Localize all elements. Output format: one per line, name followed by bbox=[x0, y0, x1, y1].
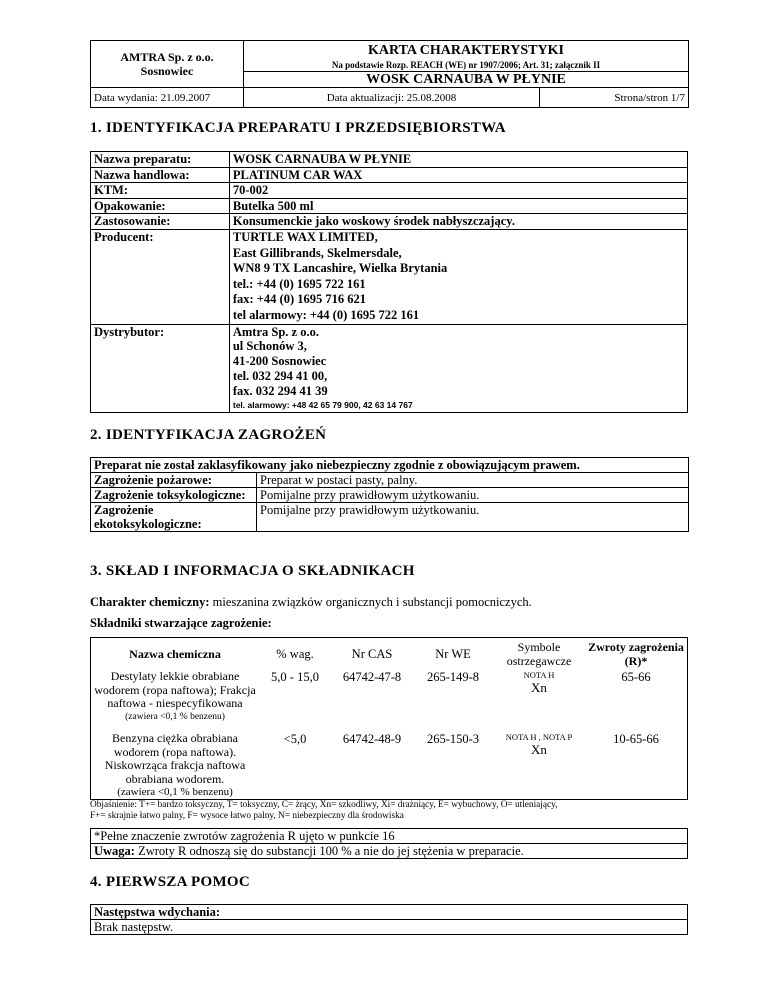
section-2-title: 2. IDENTYFIKACJA ZAGROŻEŃ bbox=[90, 427, 327, 443]
row-label: Zastosowanie: bbox=[91, 214, 230, 230]
section-1-title: 1. IDENTYFIKACJA PREPARATU I PRZEDSIĘBIORSTWA bbox=[90, 120, 506, 136]
r-phrases: 65-66 bbox=[621, 670, 651, 684]
section-1-table bbox=[90, 151, 688, 413]
weight-percent: <5,0 bbox=[283, 732, 307, 746]
table-row bbox=[91, 670, 687, 732]
section-4-table bbox=[90, 904, 688, 935]
col-header: Symbole ostrzegawcze bbox=[506, 640, 572, 668]
distributor-line: 41-200 Sosnowiec bbox=[232, 354, 327, 369]
r-phrases-note: *Pełne znaczenie zwrotów zagrożenia R ujęto w punkcie 16 bbox=[91, 829, 688, 844]
distributor-label: Dystrybutor: bbox=[91, 324, 230, 412]
cas-number: 64742-48-9 bbox=[342, 732, 402, 746]
warning-note bbox=[91, 844, 688, 859]
packaging-value: Butelka 500 ml bbox=[229, 198, 687, 214]
nota-text: NOTA H bbox=[523, 670, 555, 680]
producer-line: fax: +44 (0) 1695 716 621 bbox=[232, 292, 367, 307]
doc-title-cell bbox=[244, 41, 689, 88]
chemical-character-value: mieszanina związków organicznych i substancji pomocniczych. bbox=[209, 595, 532, 609]
distributor-alarm: tel. alarmowy: +48 42 65 79 900, 42 63 14 767 bbox=[232, 399, 413, 410]
row-label: Nazwa handlowa: bbox=[91, 167, 230, 183]
fire-hazard-label: Zagrożenie pożarowe: bbox=[91, 473, 257, 488]
weight-percent: 5,0 - 15,0 bbox=[271, 670, 319, 684]
notes-table bbox=[90, 828, 688, 859]
company-city: Sosnowiec bbox=[140, 64, 194, 78]
col-header: Nr WE bbox=[435, 646, 471, 661]
components-label: Składniki stwarzające zagrożenie: bbox=[90, 616, 272, 630]
col-header: Zwroty zagrożenia (R)* bbox=[588, 640, 684, 668]
we-number: 265-150-3 bbox=[426, 732, 480, 746]
section-4-title: 4. PIERWSZA POMOC bbox=[90, 874, 250, 890]
page-number: Strona/stron 1/7 bbox=[540, 88, 689, 108]
company-cell bbox=[91, 41, 244, 88]
col-header: Nazwa chemiczna bbox=[129, 646, 221, 661]
col-header: Nr CAS bbox=[351, 646, 393, 661]
distributor-line: Amtra Sp. z o.o. bbox=[232, 324, 319, 339]
table-row bbox=[91, 732, 687, 800]
distributor-line: tel. 032 294 41 00, bbox=[232, 368, 328, 383]
chemical-character-label: Charakter chemiczny: bbox=[90, 595, 210, 609]
we-number: 265-149-8 bbox=[426, 670, 480, 684]
row-label: Opakowanie: bbox=[91, 198, 230, 214]
components-table bbox=[90, 637, 688, 800]
product-title: WOSK CARNAUBA W PŁYNIE bbox=[366, 72, 566, 87]
tox-hazard-label: Zagrożenie toksykologiczne: bbox=[91, 488, 257, 503]
row-label: Nazwa preparatu: bbox=[91, 152, 230, 168]
section-2-table bbox=[90, 457, 689, 532]
tox-hazard-value: Pomijalne przy prawidłowym użytkowaniu. bbox=[257, 488, 689, 503]
section-3-title: 3. SKŁAD I INFORMACJA O SKŁADNIKACH bbox=[90, 563, 415, 579]
cas-number: 64742-47-8 bbox=[342, 670, 402, 684]
distributor-value bbox=[229, 324, 687, 412]
benzene-note: (zawiera <0,1 % benzenu) bbox=[117, 786, 233, 798]
legal-basis: Na podstawie Rozp. REACH (WE) nr 1907/2006; Art. 31; załącznik II bbox=[331, 60, 601, 70]
classification-statement: Preparat nie został zaklasyfikowany jako niebezpieczny zgodnie z obowiązującym prawem. bbox=[91, 458, 689, 473]
chemical-name: Destylaty lekkie obrabiane wodorem (ropa naftowa); Frakcja naftowa - niespecyfikowana bbox=[94, 669, 256, 710]
issue-date: Data wydania: 21.09.2007 bbox=[91, 88, 244, 108]
producer-line: East Gillibrands, Skelmersdale, bbox=[232, 245, 402, 260]
chemical-character bbox=[90, 595, 532, 610]
ecotox-hazard-label: Zagrożenie ekotoksykologiczne: bbox=[91, 503, 257, 532]
benzene-note: (zawiera <0,1 % benzenu) bbox=[125, 711, 225, 722]
inhalation-label: Następstwa wdychania: bbox=[91, 905, 688, 920]
doc-title: KARTA CHARAKTERYSTYKI bbox=[368, 43, 564, 58]
trade-name-value: PLATINUM CAR WAX bbox=[229, 167, 687, 183]
warning-text: Zwroty R odnoszą się do substancji 100 % a nie do jej stężenia w preparacie. bbox=[134, 844, 524, 858]
warning-label: Uwaga: bbox=[94, 844, 135, 858]
col-header: % wag. bbox=[276, 646, 314, 661]
producer-line: TURTLE WAX LIMITED, bbox=[232, 229, 378, 244]
hazard-symbol: Xn bbox=[531, 742, 547, 757]
legend-line: F+= skrajnie łatwo palny, F= wysoce łatwo palny, N= niebezpieczny dla środowiska bbox=[90, 811, 404, 821]
producer-value bbox=[229, 229, 687, 324]
producer-line: tel alarmowy: +44 (0) 1695 722 161 bbox=[232, 307, 420, 322]
legend-line: Objaśnienie: T+= bardzo toksyczny, T= toksyczny, C= żrący, Xn= szkodliwy, Xi= drażniący, E= wybuchowy, O= utleniający, bbox=[90, 800, 558, 810]
distributor-line: ul Schonów 3, bbox=[232, 339, 307, 354]
symbol-legend bbox=[90, 800, 688, 822]
update-date: Data aktualizacji: 25.08.2008 bbox=[244, 88, 540, 108]
hazard-symbol: Xn bbox=[531, 680, 547, 695]
row-label: KTM: bbox=[91, 183, 230, 199]
ecotox-hazard-value: Pomijalne przy prawidłowym użytkowaniu. bbox=[257, 503, 689, 532]
usage-value: Konsumenckie jako woskowy środek nabłyszczający. bbox=[229, 214, 687, 230]
fire-hazard-value: Preparat w postaci pasty, palny. bbox=[257, 473, 689, 488]
product-name-value: WOSK CARNAUBA W PŁYNIE bbox=[229, 152, 687, 168]
chemical-name: Benzyna ciężka obrabiana wodorem (ropa naftowa). Niskowrząca frakcja naftowa obrabiana wodorem. bbox=[104, 731, 246, 786]
distributor-line: fax. 032 294 41 39 bbox=[232, 383, 328, 398]
r-phrases: 10-65-66 bbox=[613, 732, 659, 746]
nota-text: NOTA H , NOTA P bbox=[505, 732, 573, 742]
ktm-value: 70-002 bbox=[229, 183, 687, 199]
document-header bbox=[90, 40, 688, 102]
company-name: AMTRA Sp. z o.o. bbox=[120, 50, 214, 64]
inhalation-value: Brak następstw. bbox=[91, 920, 688, 935]
producer-line: tel.: +44 (0) 1695 722 161 bbox=[232, 276, 366, 291]
producer-label: Producent: bbox=[91, 229, 230, 324]
producer-line: WN8 9 TX Lancashire, Wielka Brytania bbox=[232, 261, 448, 276]
